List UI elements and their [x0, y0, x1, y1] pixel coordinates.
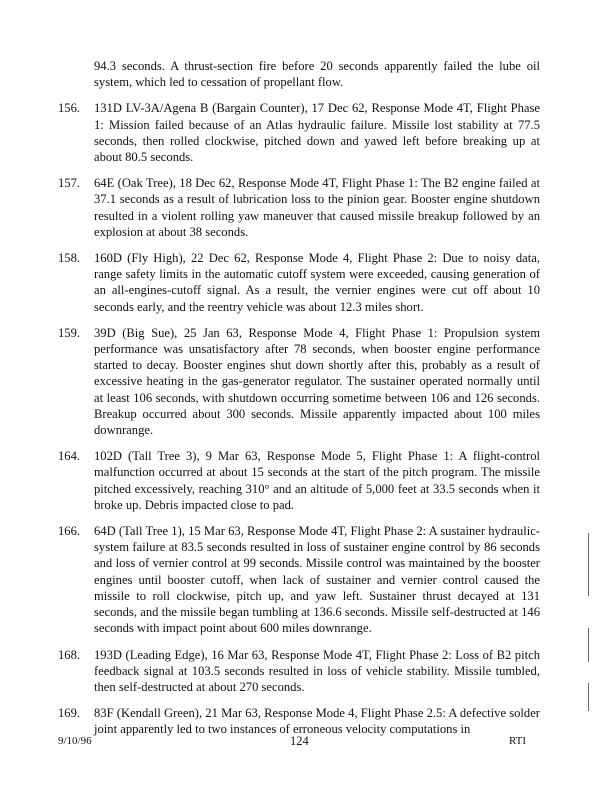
item-text: 102D (Tall Tree 3), 9 Mar 63, Response Mode 5, Flight Phase 1: A flight-control malfunction occurred at about 15 seconds at the start of the pitch program. The missile pitched excessively, reaching 310° and an altitude of 5,000 feet at 33.5 seconds when it broke up. Debris impacted close to pad.	[94, 449, 540, 512]
list-item	[58, 647, 540, 696]
item-text: 64E (Oak Tree), 18 Dec 62, Response Mode 4T, Flight Phase 1: The B2 engine failed at 37.1 seconds as a result of lubrication loss to the pinion gear. Booster engine shutdown resulted in a violent rolling yaw maneuver that caused missile breakup followed by an explosion at about 38 seconds.	[94, 176, 540, 239]
item-text: 83F (Kendall Green), 21 Mar 63, Response Mode 4, Flight Phase 2.5: A defective solder joint apparently led to two instances of erroneous velocity computations in	[94, 706, 540, 737]
list-item	[58, 250, 540, 315]
change-bar	[588, 533, 589, 596]
item-text: 160D (Fly High), 22 Dec 62, Response Mode 4, Flight Phase 2: Due to noisy data, range safety limits in the automatic cutoff system were exceeded, causing generation of an all-engines-cutoff signal. As a result, the vernier engines were cut off about 10 seconds early, and the reentry vehicle was about 12.3 miles short.	[94, 251, 540, 314]
item-number: 157.	[58, 176, 81, 191]
change-bar	[588, 683, 589, 711]
item-text: 193D (Leading Edge), 16 Mar 63, Response Mode 4T, Flight Phase 2: Loss of B2 pitch feedback signal at 103.5 seconds resulted in loss of vehicle stability. Missile tumbled, then self-destructed at about 270 seconds.	[94, 647, 540, 694]
list-item	[58, 325, 540, 438]
item-text: 64D (Tall Tree 1), 15 Mar 63, Response Mode 4T, Flight Phase 2: A sustainer hydraulic-system failure at 83.5 seconds resulted in loss of sustainer engine control by 86 seconds and loss of vernier control at 99 seconds. Missile control was maintained by the booster engines until booster cutoff, when lack of sustainer and vernier control caused the missile to roll clockwise, pitch up, and yaw left. Sustainer thrust decayed at 131 seconds, and the missile began tumbling at 136.6 seconds. Missile self-destructed at 146 seconds with impact point about 600 miles downrange.	[94, 524, 540, 636]
page-body	[58, 58, 540, 748]
item-number: 164.	[58, 449, 81, 464]
page-number: 124	[290, 734, 309, 748]
footer-date: 9/10/96	[58, 735, 92, 747]
list-item	[58, 175, 540, 240]
item-number: 156.	[58, 101, 81, 116]
item-number: 169.	[58, 706, 81, 721]
item-number: 159.	[58, 325, 81, 340]
footer-org: RTI	[509, 735, 527, 747]
item-text: 131D LV-3A/Agena B (Bargain Counter), 17 Dec 62, Response Mode 4T, Flight Phase 1: Mission failed because of an Atlas hydraulic failure. Missile lost stability at 77.5 seconds, then rolled clockwise, pitched down and yawed left before breaking up at about 80.5 seconds.	[94, 101, 540, 165]
list-item	[58, 705, 540, 737]
list-item	[58, 100, 540, 165]
change-bar	[588, 628, 589, 662]
item-number: 168.	[58, 647, 81, 662]
item-number: 166.	[58, 524, 81, 539]
item-number: 158.	[58, 251, 81, 266]
continued-paragraph: 94.3 seconds. A thrust-section fire before 20 seconds apparently failed the lube oil system, which led to cessation of propellant flow.	[94, 59, 540, 90]
item-text: 39D (Big Sue), 25 Jan 63, Response Mode 4, Flight Phase 1: Propulsion system performance was unsatisfactory after 78 seconds, when booster engine performance started to decay. Booster engines shut down shortly after this, probably as a result of excessive heating in the gas-generator regulator. The sustainer operated normally until at least 106 seconds, with shutdown occurring sometime between 106 and 126 seconds. Breakup occurred about 300 seconds. Missile apparently impacted about 100 miles downrange.	[94, 325, 540, 438]
list-item	[58, 523, 540, 636]
list-item	[58, 448, 540, 513]
